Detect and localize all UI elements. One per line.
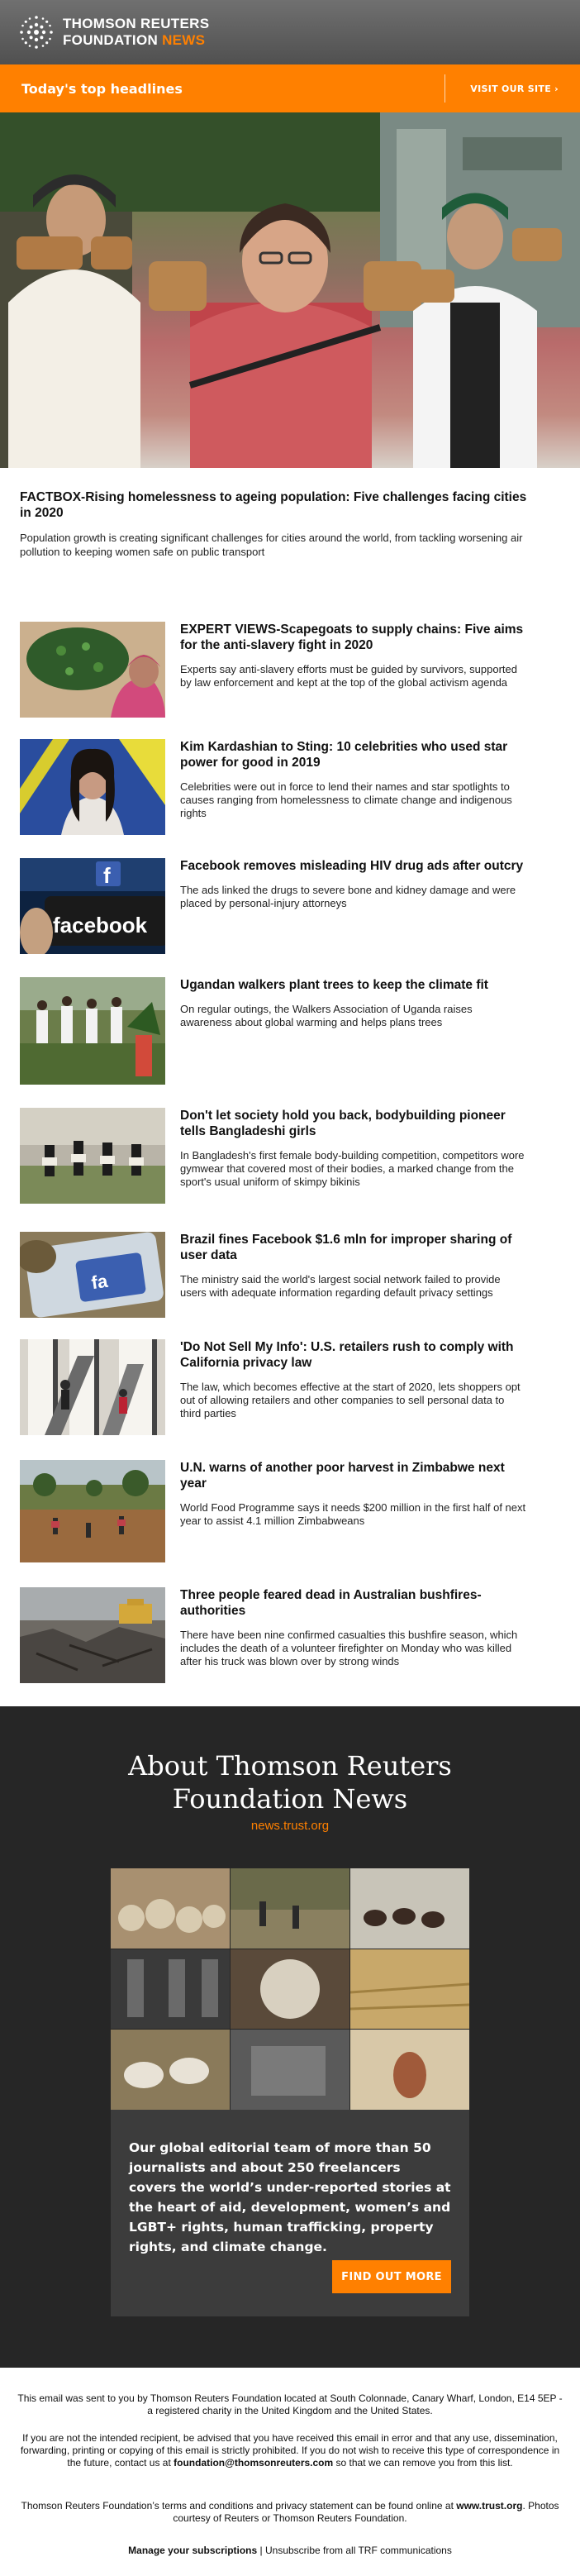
footer-terms-text-a: Thomson Reuters Foundation’s terms and conditions and privacy statement can be found online at <box>21 2500 457 2512</box>
brand-line-1: THOMSON REUTERS <box>63 16 210 31</box>
todays-headlines-label: Today's top headlines <box>21 80 183 97</box>
unsubscribe-link[interactable]: Unsubscribe from all TRF communications <box>264 2545 452 2556</box>
find-out-more-button[interactable]: FIND OUT MORE <box>332 2260 451 2293</box>
story-desc: World Food Programme says it needs $200 million in the first half of next year to assist 4.1 million Zimbabweans <box>180 1501 526 1527</box>
story-title[interactable]: 'Do Not Sell My Info': U.S. retailers rush to comply with California privacy law <box>180 1340 514 1370</box>
brand-header <box>0 0 580 64</box>
footer-subscription-links <box>17 2545 563 2557</box>
story-title[interactable]: Three people feared dead in Australian bushfires-authorities <box>180 1588 482 1618</box>
about-title <box>0 1749 580 1815</box>
story-thumbnail[interactable] <box>20 1460 165 1562</box>
thomson-reuters-logo-icon <box>17 12 56 52</box>
foundation-email-link[interactable]: foundation@thomsonreuters.com <box>174 2457 334 2469</box>
story-image <box>20 858 165 954</box>
story-image <box>20 1232 165 1318</box>
about-callout <box>111 2110 469 2316</box>
story-text <box>180 1339 527 1420</box>
story-image <box>20 1108 165 1204</box>
brand-foundation: FOUNDATION <box>63 32 163 48</box>
story-thumbnail[interactable] <box>20 1108 165 1204</box>
headline-bar <box>0 64 580 112</box>
about-title-line-1: About Thomson Reuters <box>128 1750 452 1782</box>
story-image <box>20 1460 165 1562</box>
story-title[interactable]: Kim Kardashian to Sting: 10 celebrities who used star power for good in 2019 <box>180 740 508 770</box>
facebook-wordmark: facebook <box>53 913 148 937</box>
hero-illustration <box>0 112 580 468</box>
story-text <box>180 1460 527 1528</box>
svg-text:f: f <box>103 863 111 888</box>
story-desc: The ministry said the world's largest social network failed to provide users with adequate information regarding default privacy settings <box>180 1273 501 1299</box>
about-callout-text: Our global editorial team of more than 50 journalists and about 250 freelancers covers the world’s under-reported stories at the heart of aid, development, women’s and LGBT+ rights, human trafficking, property rights, and climate change. <box>129 2140 451 2254</box>
story-text <box>180 1587 527 1668</box>
story-desc: On regular outings, the Walkers Association of Uganda raises awareness about global warming and helps plans trees <box>180 1003 473 1028</box>
manage-subscriptions-link[interactable]: Manage your subscriptions <box>128 2545 258 2556</box>
story-text <box>180 977 527 1029</box>
footer-notice-text-a: If you are not the intended recipient, be advised that you have received this email in error and that any use, dissemination, forwarding, printing or copying of this email is strictly prohibited. If you do not wish to receive this type of correspondence in the future, contact us at <box>20 2432 560 2469</box>
footer-recipient-notice <box>17 2432 563 2469</box>
story-thumbnail[interactable] <box>20 1339 165 1435</box>
visit-site-link[interactable]: VISIT OUR SITE › <box>445 74 559 103</box>
story-image <box>20 977 165 1085</box>
story-thumbnail[interactable] <box>20 1232 165 1318</box>
story-thumbnail[interactable] <box>20 622 165 718</box>
brand-news: NEWS <box>162 32 206 48</box>
hero-image[interactable] <box>0 112 580 468</box>
main-story-desc: Population growth is creating significant challenges for cities around the world, from tackling worsening air pollution to keeping women safe on public transport <box>20 532 523 558</box>
story-image <box>20 1339 165 1435</box>
footer-terms <box>17 2500 563 2525</box>
trust-org-link[interactable]: www.trust.org <box>456 2500 523 2512</box>
story-title[interactable]: U.N. warns of another poor harvest in Zimbabwe next year <box>180 1461 505 1491</box>
about-section <box>0 1706 580 2368</box>
footer-sent-notice: This email was sent to you by Thomson Reuters Foundation located at South Colonnade, Canary Wharf, London, E14 5EP - a registered charity in the United Kingdom and the United States. <box>17 2392 563 2416</box>
story-thumbnail[interactable] <box>20 739 165 835</box>
story-text <box>180 622 527 689</box>
footer <box>0 2368 580 2576</box>
story-text <box>180 1108 527 1189</box>
story-title[interactable]: Don't let society hold you back, bodybuilding pioneer tells Bangladeshi girls <box>180 1109 506 1138</box>
story-title[interactable]: EXPERT VIEWS-Scapegoats to supply chains: Five aims for the anti-slavery fight in 2020 <box>180 623 524 652</box>
story-image <box>20 622 165 718</box>
story-desc: The law, which becomes effective at the start of 2020, lets shoppers opt out of allowing retailers and other companies to sell personal data to third parties <box>180 1381 521 1419</box>
story-desc: There have been nine confirmed casualties this bushfire season, which includes the death of a volunteer firefighter on Monday who was killed after his truck was blown over by strong winds <box>180 1629 518 1667</box>
story-text <box>180 739 527 820</box>
story-text <box>180 858 527 910</box>
story-image <box>20 739 165 835</box>
story-title[interactable]: Brazil fines Facebook $1.6 mln for improper sharing of user data <box>180 1233 512 1262</box>
footer-terms-text-b: . Photos courtesy of Reuters or Thomson Reuters Foundation. <box>173 2500 559 2524</box>
about-site-link[interactable]: news.trust.org <box>250 1819 330 1833</box>
main-story-title[interactable]: FACTBOX-Rising homelessness to ageing population: Five challenges facing cities in 2020 <box>20 490 527 520</box>
story-desc: Experts say anti-slavery efforts must be guided by survivors, supported by law enforcement and kept at the top of the global activism agenda <box>180 663 518 689</box>
story-desc: In Bangladesh's first female body-building competition, competitors wore gymwear that covered most of their bodies, a marked change from the sport's usual uniform of skimpy bikinis <box>180 1149 525 1188</box>
svg-text:fa: fa <box>89 1270 109 1294</box>
story-desc: Celebrities were out in force to lend their names and star spotlights to causes ranging from homelessness to climate change and indigenous rights <box>180 780 512 819</box>
story-desc: The ads linked the drugs to severe bone and kidney damage and were placed by personal-injury attorneys <box>180 884 516 909</box>
story-image <box>20 1587 165 1683</box>
about-title-line-2: Foundation News <box>172 1783 408 1815</box>
footer-separator: | <box>257 2545 265 2556</box>
story-title[interactable]: Facebook removes misleading HIV drug ads after outcry <box>180 859 524 873</box>
brand-wordmark[interactable] <box>63 16 209 49</box>
main-story <box>0 468 580 559</box>
footer-notice-text-b: so that we can remove you from this list. <box>333 2457 513 2469</box>
brand-line-2 <box>63 32 209 49</box>
story-thumbnail[interactable] <box>20 858 165 954</box>
story-thumbnail[interactable] <box>20 1587 165 1683</box>
story-thumbnail[interactable] <box>20 977 165 1085</box>
story-text <box>180 1232 527 1300</box>
story-title[interactable]: Ugandan walkers plant trees to keep the climate fit <box>180 978 488 992</box>
photo-mosaic[interactable] <box>111 1868 469 2110</box>
